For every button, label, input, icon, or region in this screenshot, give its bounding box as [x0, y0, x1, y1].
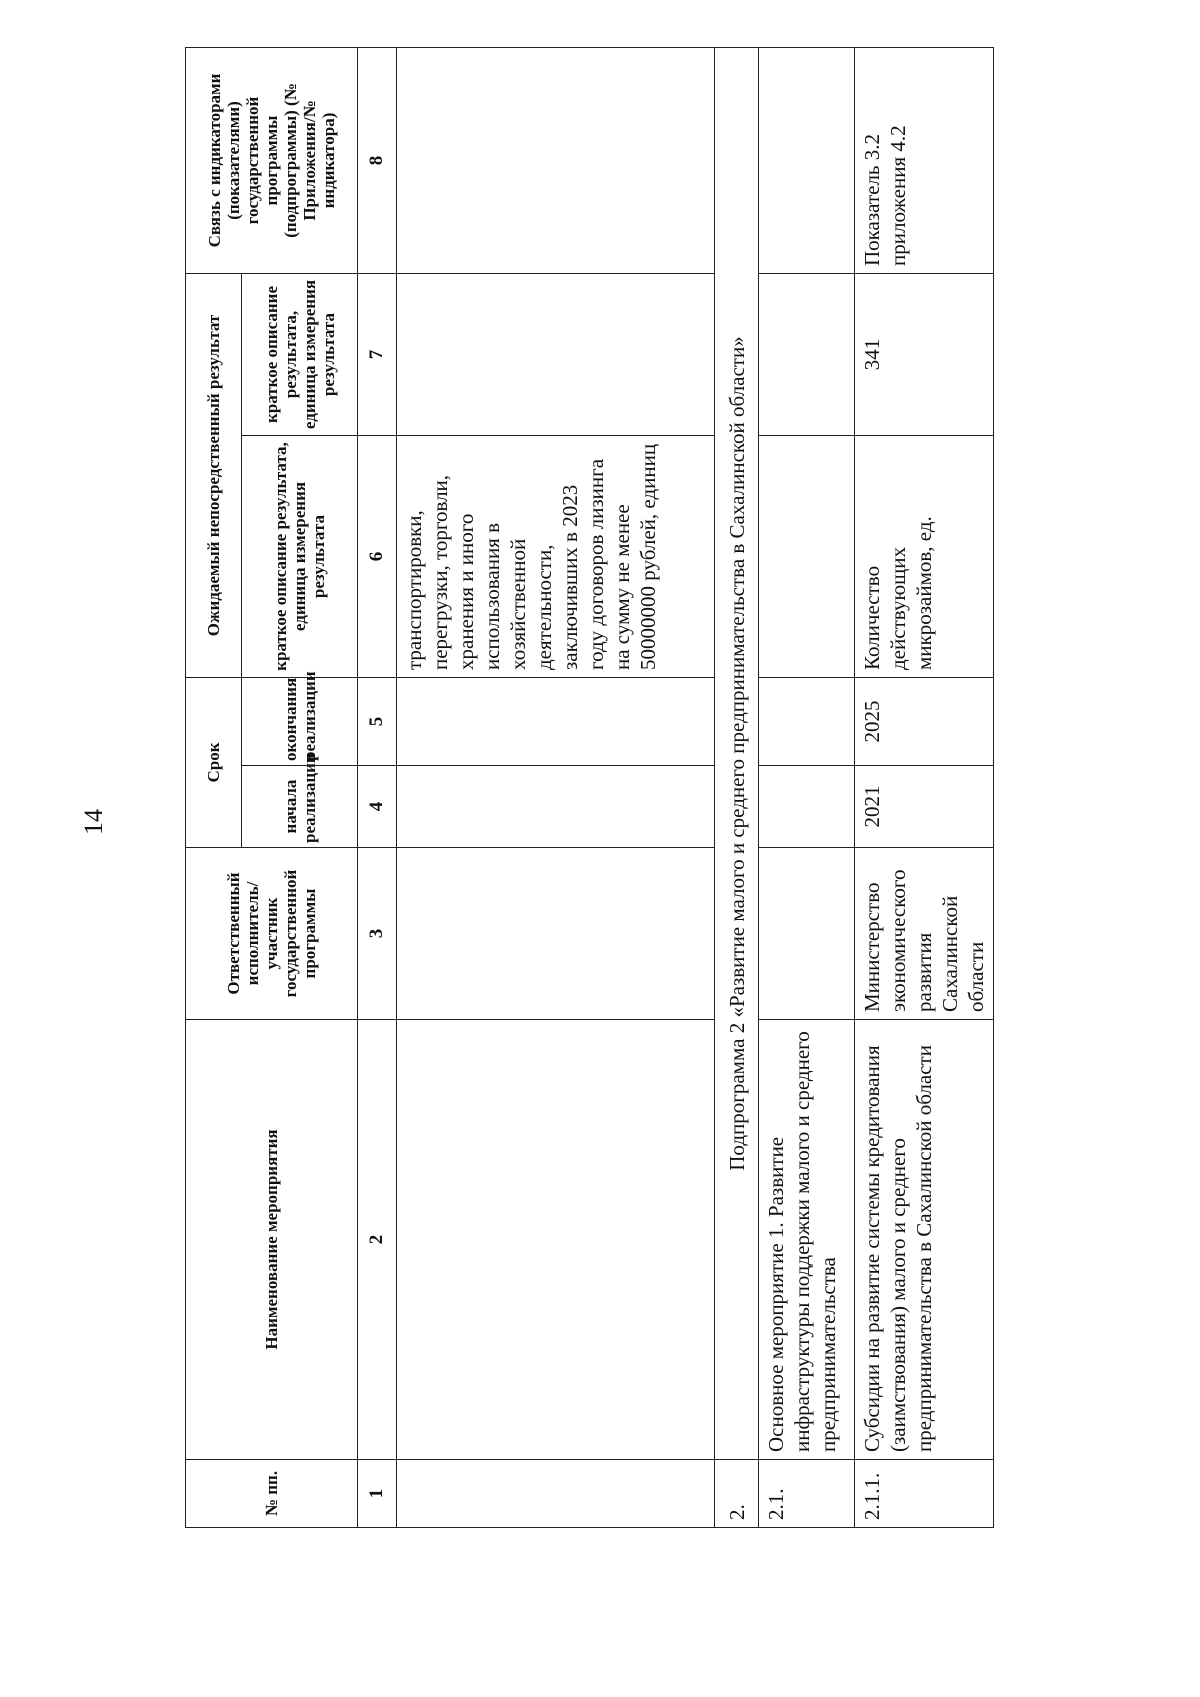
header-term-start: начала реализации: [242, 766, 358, 848]
column-number: 4: [358, 766, 397, 848]
column-number-row: [358, 48, 397, 1528]
table-row: [759, 48, 855, 1528]
cell-result-2: [759, 274, 855, 436]
header-link: Связь с индикаторами (показателями) государственной программы (подпрограммы) (№ Приложения/№ индикатора): [186, 48, 358, 274]
header-name: Наименование мероприятия: [186, 1020, 358, 1460]
header-num: № пп.: [186, 1460, 358, 1528]
cell-link: [759, 48, 855, 274]
cell-result-2: 341: [855, 274, 994, 436]
cell-start: 2021: [855, 766, 994, 848]
cell-executor: Министерство экономического развития Сахалинской области: [855, 848, 994, 1020]
cell-result-2: [397, 274, 715, 436]
cell-executor: [397, 848, 715, 1020]
cell-name: Субсидии на развитие системы кредитования (заимствования) малого и среднего предпринимательства в Сахалинской области: [855, 1020, 994, 1460]
cell-result: Количество действующих микрозаймов, ед.: [855, 436, 994, 678]
cell-start: [397, 766, 715, 848]
subprogram-row: [715, 48, 759, 1528]
table-row: [397, 48, 715, 1528]
column-number: 3: [358, 848, 397, 1020]
cell-executor: [759, 848, 855, 1020]
header-result: Ожидаемый непосредственный результат: [186, 274, 242, 678]
header-term: Срок: [186, 678, 242, 848]
document-table-rotated: [185, 48, 1195, 1528]
activities-table: [185, 47, 994, 1528]
subprogram-title: Подпрограмма 2 «Развитие малого и среднего предпринимательства в Сахалинской области»: [715, 48, 759, 1460]
cell-result: [759, 436, 855, 678]
column-number: 6: [358, 436, 397, 678]
cell-name: Основное мероприятие 1. Развитие инфраструктуры поддержки малого и среднего предпринимательства: [759, 1020, 855, 1460]
table-row: [855, 48, 994, 1528]
cell-num: 2.1.1.: [855, 1460, 994, 1528]
column-number: 8: [358, 48, 397, 274]
cell-result: транспортировки, перегрузки, торговли, хранения и иного использования в хозяйственной деятельности, заключивших в 2023 году договоров лизинга на сумму не менее 50000000 рублей, единиц: [397, 436, 715, 678]
header-result-desc: краткое описание результата, единица измерения результата: [242, 436, 358, 678]
column-number: 5: [358, 678, 397, 766]
cell-start: [759, 766, 855, 848]
cell-name: [397, 1020, 715, 1460]
cell-link: Показатель 3.2 приложения 4.2: [855, 48, 994, 274]
subprogram-num: 2.: [715, 1460, 759, 1528]
cell-link: [397, 48, 715, 274]
page-number: 14: [79, 809, 108, 835]
cell-num: 2.1.: [759, 1460, 855, 1528]
column-number: 7: [358, 274, 397, 436]
header-result-desc-2: краткое описание результата, единица измерения результата: [242, 274, 358, 436]
cell-num: [397, 1460, 715, 1528]
header-term-end: окончания реализации: [242, 678, 358, 766]
cell-end: 2025: [855, 678, 994, 766]
header-executor: Ответственный исполнитель/участник государственной программы: [186, 848, 358, 1020]
cell-end: [397, 678, 715, 766]
column-number: 2: [358, 1020, 397, 1460]
cell-end: [759, 678, 855, 766]
column-number: 1: [358, 1460, 397, 1528]
